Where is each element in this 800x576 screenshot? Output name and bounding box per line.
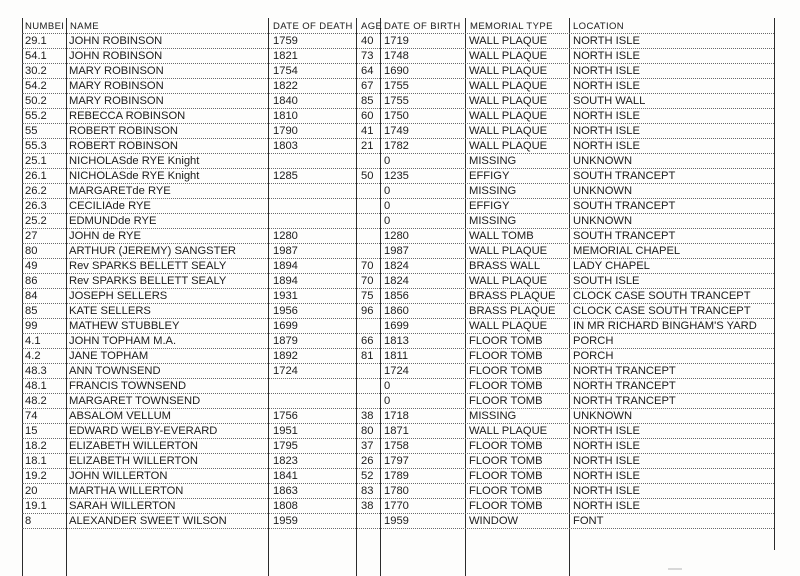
cell-death: 1790: [273, 125, 298, 137]
header-location: LOCATION: [573, 21, 625, 32]
cell-age: 96: [361, 305, 374, 317]
cell-death: 1754: [273, 65, 298, 77]
cell-number: 50.2: [25, 95, 47, 107]
cell-number: 49: [25, 260, 38, 272]
cell-name: KATE SELLERS: [69, 305, 151, 317]
cell-location: IN MR RICHARD BINGHAM'S YARD: [573, 320, 757, 332]
column-rule: [268, 18, 269, 576]
cell-location: CLOCK CASE SOUTH TRANCEPT: [573, 305, 751, 317]
cell-death: 1285: [273, 170, 298, 182]
cell-death: 1894: [273, 260, 298, 272]
cell-location: UNKNOWN: [573, 155, 633, 167]
cell-type: FLOOR TOMB: [469, 365, 543, 377]
cell-number: 8: [25, 515, 32, 527]
cell-name: NICHOLASde RYE Knight: [69, 155, 200, 167]
cell-birth: 1811: [384, 350, 409, 362]
cell-birth: 1758: [384, 440, 409, 452]
column-rule: [569, 18, 570, 576]
cell-number: 20: [25, 485, 38, 497]
cell-age: 66: [361, 335, 374, 347]
cell-death: 1756: [273, 410, 298, 422]
cell-location: NORTH ISLE: [573, 470, 640, 482]
cell-number: 18.1: [25, 455, 47, 467]
cell-number: 19.2: [25, 470, 47, 482]
column-rule: [22, 18, 23, 576]
cell-name: ARTHUR (JEREMY) SANGSTER: [69, 245, 236, 257]
cell-name: MARGARETde RYE: [69, 185, 171, 197]
cell-birth: 1690: [384, 65, 409, 77]
cell-death: 1956: [273, 305, 298, 317]
header-name: NAME: [70, 21, 100, 32]
cell-location: NORTH ISLE: [573, 485, 640, 497]
cell-name: JOHN WILLERTON: [69, 470, 168, 482]
cell-number: 15: [25, 425, 38, 437]
cell-death: 1840: [273, 95, 298, 107]
cell-number: 18.2: [25, 440, 47, 452]
cell-type: FLOOR TOMB: [469, 440, 543, 452]
cell-location: NORTH ISLE: [573, 110, 640, 122]
cell-number: 25.1: [25, 155, 47, 167]
cell-type: WALL PLAQUE: [469, 35, 548, 47]
header-date-of-death: DATE OF DEATH: [273, 21, 353, 32]
cell-location: NORTH ISLE: [573, 140, 640, 152]
cell-name: SARAH WILLERTON: [69, 500, 176, 512]
cell-birth: 1782: [384, 140, 409, 152]
cell-location: NORTH ISLE: [573, 500, 640, 512]
cell-death: 1808: [273, 500, 298, 512]
cell-location: UNKNOWN: [573, 185, 633, 197]
cell-name: EDWARD WELBY-EVERARD: [69, 425, 218, 437]
cell-age: 50: [361, 170, 374, 182]
cell-type: FLOOR TOMB: [469, 350, 543, 362]
cell-number: 48.1: [25, 380, 47, 392]
cell-location: SOUTH ISLE: [573, 275, 640, 287]
cell-age: 70: [361, 275, 374, 287]
cell-number: 55: [25, 125, 38, 137]
cell-name: JOHN TOPHAM M.A.: [69, 335, 177, 347]
cell-death: 1959: [273, 515, 298, 527]
cell-type: WALL TOMB: [469, 230, 534, 242]
cell-death: 1879: [273, 335, 298, 347]
column-rule: [356, 18, 357, 576]
cell-age: 81: [361, 350, 374, 362]
cell-name: NICHOLASde RYE Knight: [69, 170, 200, 182]
cell-name: MARTHA WILLERTON: [69, 485, 184, 497]
cell-death: 1931: [273, 290, 298, 302]
cell-location: NORTH TRANCEPT: [573, 365, 676, 377]
cell-type: WALL PLAQUE: [469, 245, 548, 257]
cell-location: NORTH ISLE: [573, 125, 640, 137]
cell-birth: 1813: [384, 335, 409, 347]
cell-name: JOHN ROBINSON: [69, 50, 163, 62]
cell-age: 80: [361, 425, 374, 437]
cell-birth: 0: [384, 200, 391, 212]
cell-location: LADY CHAPEL: [573, 260, 650, 272]
cell-type: EFFIGY: [469, 170, 510, 182]
cell-name: MARY ROBINSON: [69, 95, 164, 107]
cell-age: 40: [361, 35, 374, 47]
cell-number: 48.2: [25, 395, 47, 407]
column-rule: [774, 18, 775, 550]
scan-mark: [668, 568, 682, 570]
cell-type: BRASS WALL: [469, 260, 541, 272]
cell-number: 54.1: [25, 50, 47, 62]
cell-location: NORTH ISLE: [573, 50, 640, 62]
cell-death: 1823: [273, 455, 298, 467]
cell-death: 1863: [273, 485, 298, 497]
cell-age: 60: [361, 110, 374, 122]
cell-number: 4.2: [25, 350, 41, 362]
cell-name: JANE TOPHAM: [69, 350, 149, 362]
column-rule: [66, 18, 67, 576]
cell-birth: 1780: [384, 485, 409, 497]
cell-birth: 1856: [384, 290, 409, 302]
cell-name: MARY ROBINSON: [69, 80, 164, 92]
cell-number: 74: [25, 410, 38, 422]
cell-age: 41: [361, 125, 374, 137]
cell-number: 26.2: [25, 185, 47, 197]
cell-location: PORCH: [573, 350, 614, 362]
cell-type: MISSING: [469, 410, 517, 422]
cell-location: PORCH: [573, 335, 614, 347]
cell-birth: 0: [384, 395, 391, 407]
cell-type: WALL PLAQUE: [469, 80, 548, 92]
column-rule: [380, 18, 381, 576]
cell-birth: 0: [384, 215, 391, 227]
cell-death: 1810: [273, 110, 298, 122]
header-memorial-type: MEMORIAL TYPE: [470, 21, 553, 32]
cell-birth: 1789: [384, 470, 409, 482]
cell-location: SOUTH TRANCEPT: [573, 230, 676, 242]
cell-number: 29.1: [25, 35, 47, 47]
cell-death: 1821: [273, 50, 298, 62]
cell-name: JOSEPH SELLERS: [69, 290, 168, 302]
cell-type: EFFIGY: [469, 200, 510, 212]
cell-location: NORTH ISLE: [573, 80, 640, 92]
cell-location: NORTH ISLE: [573, 425, 640, 437]
cell-location: UNKNOWN: [573, 410, 633, 422]
cell-type: WALL PLAQUE: [469, 125, 548, 137]
cell-number: 26.1: [25, 170, 47, 182]
cell-number: 85: [25, 305, 38, 317]
cell-number: 84: [25, 290, 38, 302]
cell-birth: 0: [384, 185, 391, 197]
cell-birth: 1987: [384, 245, 409, 257]
cell-type: WALL PLAQUE: [469, 275, 548, 287]
cell-location: NORTH ISLE: [573, 455, 640, 467]
cell-birth: 1755: [384, 80, 409, 92]
cell-type: FLOOR TOMB: [469, 485, 543, 497]
cell-birth: 1959: [384, 515, 409, 527]
cell-name: ROBERT ROBINSON: [69, 140, 178, 152]
cell-number: 48.3: [25, 365, 47, 377]
cell-age: 70: [361, 260, 374, 272]
cell-age: 73: [361, 50, 374, 62]
cell-name: REBECCA ROBINSON: [69, 110, 186, 122]
cell-death: 1724: [273, 365, 298, 377]
cell-type: MISSING: [469, 215, 517, 227]
cell-birth: 1719: [384, 35, 409, 47]
cell-name: ALEXANDER SWEET WILSON: [69, 515, 227, 527]
cell-location: SOUTH TRANCEPT: [573, 200, 676, 212]
cell-type: WINDOW: [469, 515, 519, 527]
cell-age: 37: [361, 440, 374, 452]
cell-number: 4.1: [25, 335, 41, 347]
cell-type: FLOOR TOMB: [469, 380, 543, 392]
cell-number: 55.3: [25, 140, 47, 152]
cell-number: 86: [25, 275, 38, 287]
cell-name: MATHEW STUBBLEY: [69, 320, 180, 332]
cell-age: 21: [361, 140, 374, 152]
cell-birth: 1724: [384, 365, 409, 377]
cell-age: 83: [361, 485, 374, 497]
cell-name: ABSALOM VELLUM: [69, 410, 171, 422]
cell-location: UNKNOWN: [573, 215, 633, 227]
cell-type: FLOOR TOMB: [469, 470, 543, 482]
cell-location: NORTH ISLE: [573, 35, 640, 47]
cell-name: ELIZABETH WILLERTON: [69, 440, 198, 452]
cell-number: 55.2: [25, 110, 47, 122]
cell-type: WALL PLAQUE: [469, 110, 548, 122]
cell-death: 1280: [273, 230, 298, 242]
cell-location: NORTH ISLE: [573, 65, 640, 77]
cell-number: 54.2: [25, 80, 47, 92]
cell-name: CECILIAde RYE: [69, 200, 151, 212]
cell-birth: 1860: [384, 305, 409, 317]
cell-type: FLOOR TOMB: [469, 455, 543, 467]
cell-name: EDMUNDde RYE: [69, 215, 157, 227]
cell-number: 30.2: [25, 65, 47, 77]
cell-type: FLOOR TOMB: [469, 500, 543, 512]
cell-location: CLOCK CASE SOUTH TRANCEPT: [573, 290, 751, 302]
cell-death: 1892: [273, 350, 298, 362]
cell-location: NORTH TRANCEPT: [573, 380, 676, 392]
cell-birth: 1748: [384, 50, 409, 62]
cell-location: SOUTH TRANCEPT: [573, 170, 676, 182]
cell-name: JOHN de RYE: [69, 230, 141, 242]
cell-number: 80: [25, 245, 38, 257]
header-date-of-birth: DATE OF BIRTH: [384, 21, 461, 32]
cell-type: WALL PLAQUE: [469, 320, 548, 332]
cell-birth: 1235: [384, 170, 409, 182]
cell-birth: 1699: [384, 320, 409, 332]
header-number: NUMBEI: [25, 21, 65, 32]
cell-location: SOUTH WALL: [573, 95, 646, 107]
cell-birth: 0: [384, 155, 391, 167]
cell-birth: 1718: [384, 410, 409, 422]
cell-type: WALL PLAQUE: [469, 425, 548, 437]
cell-death: 1803: [273, 140, 298, 152]
cell-type: MISSING: [469, 185, 517, 197]
cell-death: 1699: [273, 320, 298, 332]
cell-name: MARY ROBINSON: [69, 65, 164, 77]
cell-death: 1894: [273, 275, 298, 287]
cell-birth: 1871: [384, 425, 409, 437]
cell-age: 75: [361, 290, 374, 302]
cell-name: ANN TOWNSEND: [69, 365, 161, 377]
cell-type: FLOOR TOMB: [469, 335, 543, 347]
cell-birth: 1824: [384, 275, 409, 287]
row-rule: [22, 528, 774, 529]
cell-type: BRASS PLAQUE: [469, 290, 556, 302]
cell-type: WALL PLAQUE: [469, 95, 548, 107]
cell-number: 27: [25, 230, 38, 242]
cell-location: MEMORIAL CHAPEL: [573, 245, 681, 257]
cell-age: 85: [361, 95, 374, 107]
cell-type: MISSING: [469, 155, 517, 167]
cell-birth: 1797: [384, 455, 409, 467]
cell-age: 38: [361, 410, 374, 422]
column-rule: [465, 18, 466, 576]
cell-birth: 1749: [384, 125, 409, 137]
cell-location: NORTH TRANCEPT: [573, 395, 676, 407]
cell-age: 38: [361, 500, 374, 512]
cell-number: 25.2: [25, 215, 47, 227]
cell-death: 1795: [273, 440, 298, 452]
cell-birth: 0: [384, 380, 391, 392]
cell-number: 99: [25, 320, 38, 332]
cell-number: 26.3: [25, 200, 47, 212]
cell-age: 26: [361, 455, 374, 467]
cell-birth: 1750: [384, 110, 409, 122]
cell-name: Rev SPARKS BELLETT SEALY: [69, 260, 227, 272]
cell-type: WALL PLAQUE: [469, 65, 548, 77]
cell-type: WALL PLAQUE: [469, 50, 548, 62]
cell-death: 1841: [273, 470, 298, 482]
cell-location: FONT: [573, 515, 604, 527]
cell-name: ROBERT ROBINSON: [69, 125, 178, 137]
cell-birth: 1824: [384, 260, 409, 272]
cell-birth: 1755: [384, 95, 409, 107]
cell-name: FRANCIS TOWNSEND: [69, 380, 187, 392]
cell-type: BRASS PLAQUE: [469, 305, 556, 317]
cell-name: JOHN ROBINSON: [69, 35, 163, 47]
cell-name: MARGARET TOWNSEND: [69, 395, 201, 407]
cell-age: 64: [361, 65, 374, 77]
cell-location: NORTH ISLE: [573, 440, 640, 452]
cell-birth: 1280: [384, 230, 409, 242]
cell-type: WALL PLAQUE: [469, 140, 548, 152]
cell-death: 1987: [273, 245, 298, 257]
cell-death: 1951: [273, 425, 298, 437]
cell-name: Rev SPARKS BELLETT SEALY: [69, 275, 227, 287]
cell-death: 1822: [273, 80, 298, 92]
cell-type: FLOOR TOMB: [469, 395, 543, 407]
cell-age: 67: [361, 80, 374, 92]
cell-number: 19.1: [25, 500, 47, 512]
cell-age: 52: [361, 470, 374, 482]
cell-name: ELIZABETH WILLERTON: [69, 455, 198, 467]
cell-birth: 1770: [384, 500, 409, 512]
cell-death: 1759: [273, 35, 298, 47]
header-age: AGE: [361, 21, 383, 32]
